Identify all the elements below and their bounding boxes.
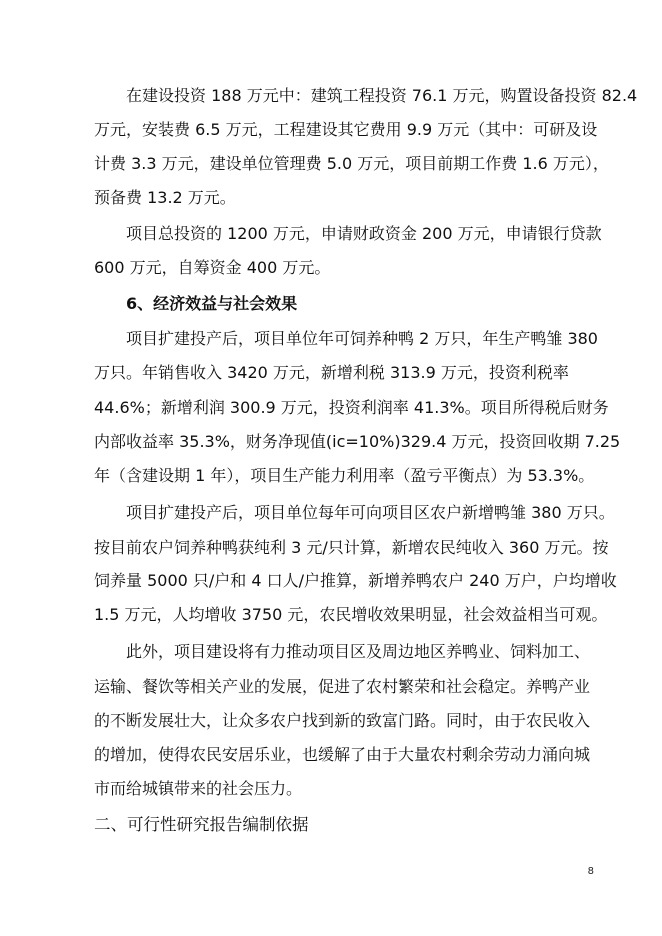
paragraph-line: 饲养量 5000 只/户和 4 口人/户推算，新增养鸭农户 240 万户，户均增收 bbox=[94, 571, 617, 590]
paragraph-line: 600 万元，自筹资金 400 万元。 bbox=[94, 258, 331, 277]
paragraph-line: 1.5 万元，人均增收 3750 元，农民增收效果明显，社会效益相当可观。 bbox=[94, 605, 608, 624]
paragraph-line: 预备费 13.2 万元。 bbox=[94, 188, 236, 207]
paragraph-line: 运输、餐饮等相关产业的发展，促进了农村繁荣和社会稳定。养鸭产业 bbox=[94, 677, 591, 696]
paragraph-line: 市而给城镇带来的社会压力。 bbox=[94, 779, 303, 798]
paragraph-line: 按目前农户饲养种鸭获纯利 3 元/只计算，新增农民纯收入 360 万元。按 bbox=[94, 538, 609, 557]
page-number: 8 bbox=[587, 866, 594, 877]
paragraph-line: 计费 3.3 万元，建设单位管理费 5.0 万元，项目前期工作费 1.6 万元）， bbox=[94, 154, 609, 173]
paragraph-line: 内部收益率 35.3%，财务净现值(ic=10%)329.4 万元，投资回收期 7.25 bbox=[94, 432, 621, 451]
paragraph-line: 项目总投资的 1200 万元，申请财政资金 200 万元，申请银行贷款 bbox=[94, 224, 602, 243]
paragraph-line: 此外，项目建设将有力推动项目区及周边地区养鸭业、饲料加工、 bbox=[94, 642, 591, 661]
paragraph-line: 项目扩建投产后，项目单位年可饲养种鸭 2 万只，年生产鸭雏 380 bbox=[94, 329, 598, 348]
paragraph-line: 44.6%；新增利润 300.9 万元，投资利润率 41.3%。项目所得税后财务 bbox=[94, 398, 609, 417]
paragraph-line: 的增加，使得农民安居乐业，也缓解了由于大量农村剩余劳动力涌向城 bbox=[94, 745, 591, 764]
paragraph-line: 年（含建设期 1 年），项目生产能力利用率（盈亏平衡点）为 53.3%。 bbox=[94, 466, 595, 485]
section-title: 二、可行性研究报告编制依据 bbox=[94, 815, 309, 834]
paragraph-line: 在建设投资 188 万元中：建筑工程投资 76.1 万元，购置设备投资 82.4 bbox=[94, 86, 638, 105]
paragraph-line: 万元，安装费 6.5 万元，工程建设其它费用 9.9 万元（其中：可研及设 bbox=[94, 120, 598, 139]
paragraph-line: 的不断发展壮大，让众多农户找到新的致富门路。同时，由于农民收入 bbox=[94, 711, 591, 730]
paragraph-line: 万只。年销售收入 3420 万元，新增利税 313.9 万元，投资利税率 bbox=[94, 363, 569, 382]
paragraph-line: 项目扩建投产后，项目单位每年可向项目区农户新增鸭雏 380 万只。 bbox=[94, 503, 615, 522]
section-heading: 6、经济效益与社会效果 bbox=[94, 294, 298, 313]
